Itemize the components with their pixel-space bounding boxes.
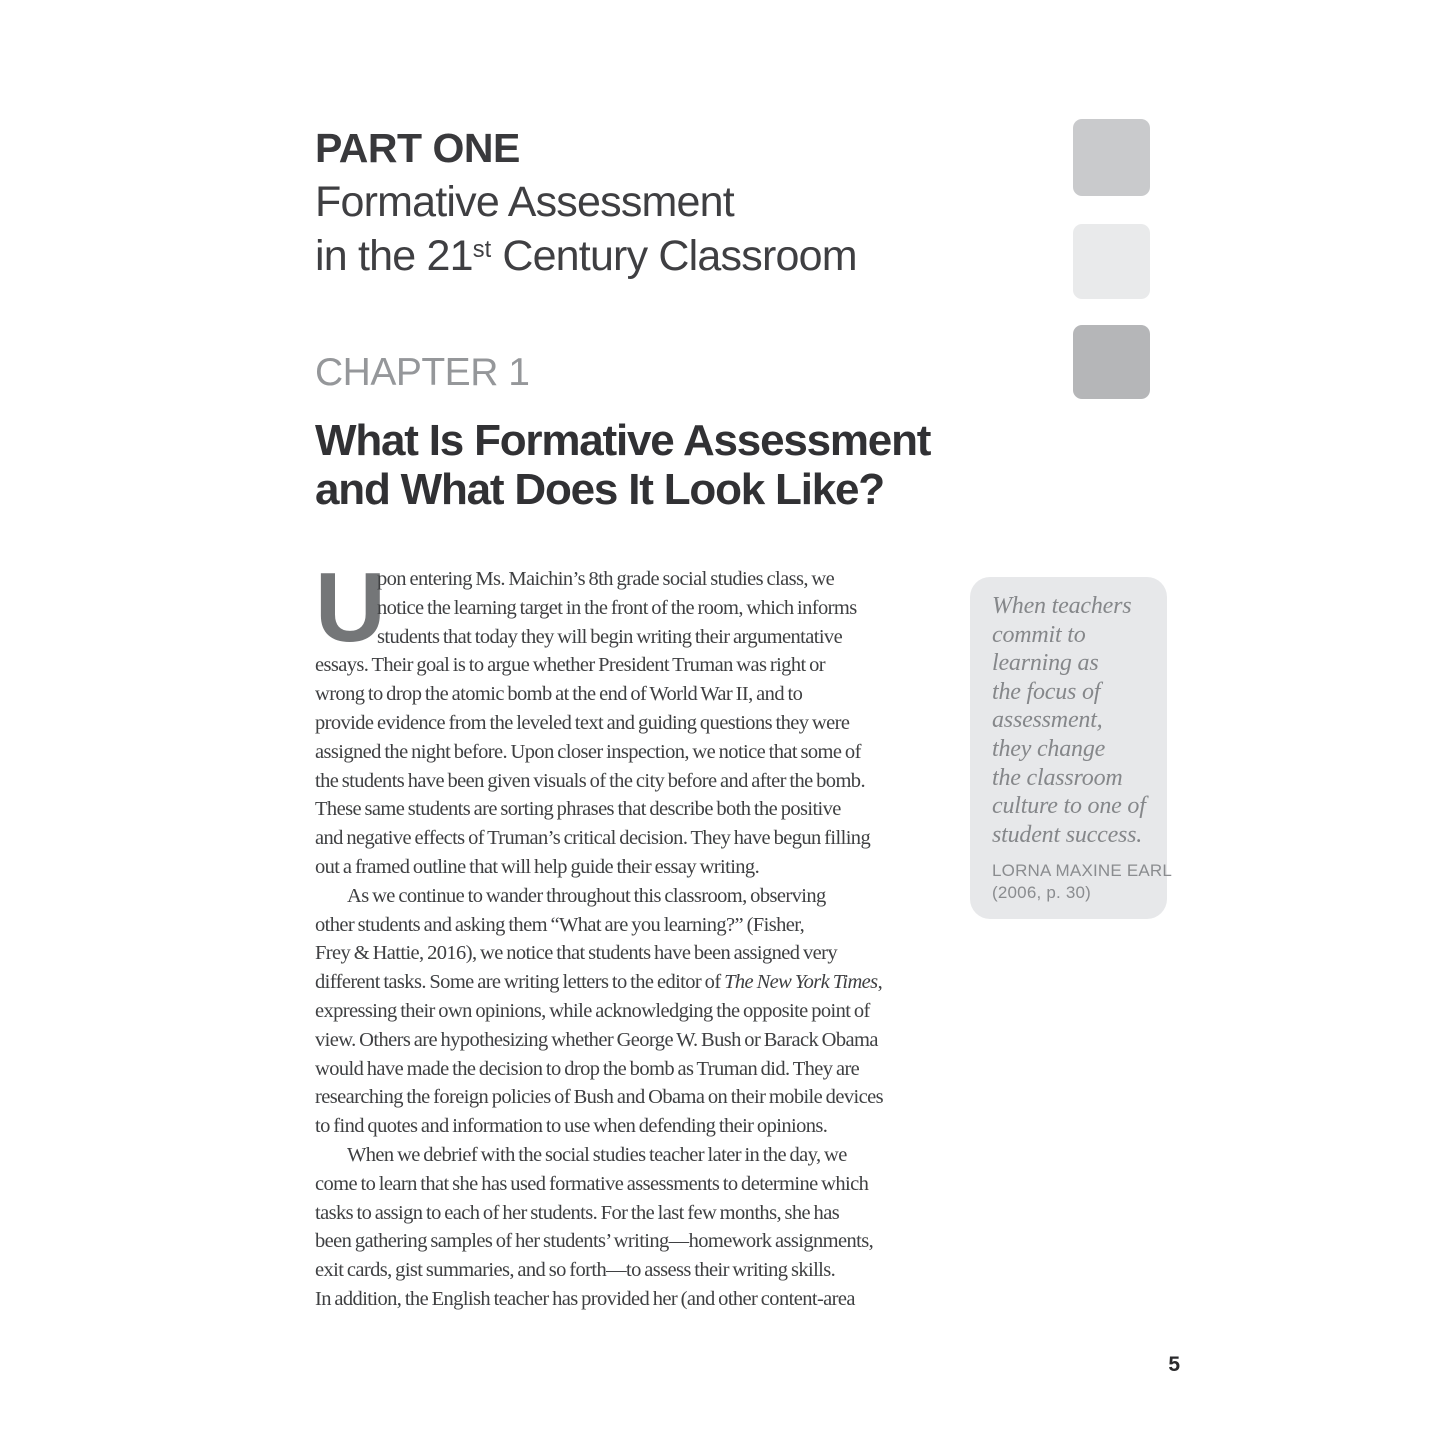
decor-square bbox=[1073, 325, 1150, 399]
pull-quote-line: culture to one of bbox=[992, 793, 1146, 820]
part-title bbox=[315, 178, 857, 280]
body-line: and negative effects of Truman’s critical decision. They have begun filling bbox=[315, 827, 871, 850]
part-label: PART ONE bbox=[315, 125, 520, 171]
body-line: Frey & Hattie, 2016), we notice that students have been assigned very bbox=[315, 942, 838, 965]
quote-attribution-line: (2006, p. 30) bbox=[992, 882, 1091, 902]
body-line: In addition, the English teacher has provided her (and other content-area bbox=[315, 1287, 855, 1310]
pull-quote-line: they change bbox=[992, 735, 1106, 762]
body-line: wrong to drop the atomic bomb at the end of World War II, and to bbox=[315, 683, 803, 706]
chapter-label: CHAPTER 1 bbox=[315, 351, 530, 394]
pull-quote-line: the focus of bbox=[992, 678, 1101, 705]
quote-attribution bbox=[992, 860, 1173, 903]
body-line: the students have been given visuals of the city before and after the bomb. bbox=[315, 769, 865, 792]
body-line: view. Others are hypothesizing whether George W. Bush or Barack Obama bbox=[315, 1028, 878, 1051]
pull-quote bbox=[992, 592, 1157, 849]
body-line: to find quotes and information to use when defending their opinions. bbox=[315, 1115, 828, 1138]
body-line: different tasks. Some are writing letters to the editor of The New York Times, bbox=[315, 971, 883, 994]
body-line: other students and asking them “What are you learning?” (Fisher, bbox=[315, 913, 805, 936]
body-line: would have made the decision to drop the bomb as Truman did. They are bbox=[315, 1057, 860, 1080]
body-line: These same students are sorting phrases that describe both the positive bbox=[315, 798, 841, 821]
body-line: expressing their own opinions, while acknowledging the opposite point of bbox=[315, 999, 870, 1022]
body-line: researching the foreign policies of Bush and Obama on their mobile devices bbox=[315, 1086, 883, 1109]
pull-quote-line: commit to bbox=[992, 621, 1086, 648]
body-line: exit cards, gist summaries, and so forth—to assess their writing skills. bbox=[315, 1259, 836, 1282]
decor-square bbox=[1073, 119, 1150, 196]
body-line: students that today they will begin writing their argumentative bbox=[377, 625, 843, 648]
body-line: been gathering samples of her students’ writing—homework assignments, bbox=[315, 1230, 874, 1253]
decor-square bbox=[1073, 224, 1150, 299]
pull-quote-line: student success. bbox=[992, 821, 1143, 848]
body-line: When we debrief with the social studies teacher later in the day, we bbox=[347, 1143, 847, 1166]
pull-quote-line: assessment, bbox=[992, 707, 1103, 734]
decor-squares bbox=[1073, 119, 1150, 399]
body-line: provide evidence from the leveled text and guiding questions they were bbox=[315, 711, 850, 734]
pull-quote-line: When teachers bbox=[992, 593, 1132, 619]
pull-quote-line: learning as bbox=[992, 650, 1099, 677]
body-text bbox=[315, 552, 1015, 1314]
body-line: assigned the night before. Upon closer inspection, we notice that some of bbox=[315, 740, 861, 763]
chapter-title bbox=[315, 416, 930, 514]
chapter-title-line: and What Does It Look Like? bbox=[315, 465, 884, 514]
body-line: As we continue to wander throughout this classroom, observing bbox=[347, 884, 826, 907]
part-title-line: Formative Assessment bbox=[315, 178, 734, 226]
quote-attribution-line: LORNA MAXINE EARL bbox=[992, 861, 1173, 881]
part-title-line: in the 21st Century Classroom bbox=[315, 232, 857, 280]
body-line: come to learn that she has used formative assessments to determine which bbox=[315, 1172, 869, 1195]
body-line: tasks to assign to each of her students. For the last few months, she has bbox=[315, 1201, 840, 1224]
pull-quote-line: the classroom bbox=[992, 764, 1123, 791]
chapter-title-line: What Is Formative Assessment bbox=[315, 416, 931, 465]
body-line: out a framed outline that will help guide their essay writing. bbox=[315, 855, 760, 878]
drop-cap: U bbox=[315, 552, 386, 662]
body-line: notice the learning target in the front of the room, which informs bbox=[377, 596, 857, 619]
pull-quote-box bbox=[970, 577, 1173, 919]
page-number: 5 bbox=[1168, 1353, 1180, 1376]
body-line: pon entering Ms. Maichin’s 8th grade social studies class, we bbox=[377, 568, 835, 590]
body-line: essays. Their goal is to argue whether President Truman was right or bbox=[315, 654, 825, 677]
